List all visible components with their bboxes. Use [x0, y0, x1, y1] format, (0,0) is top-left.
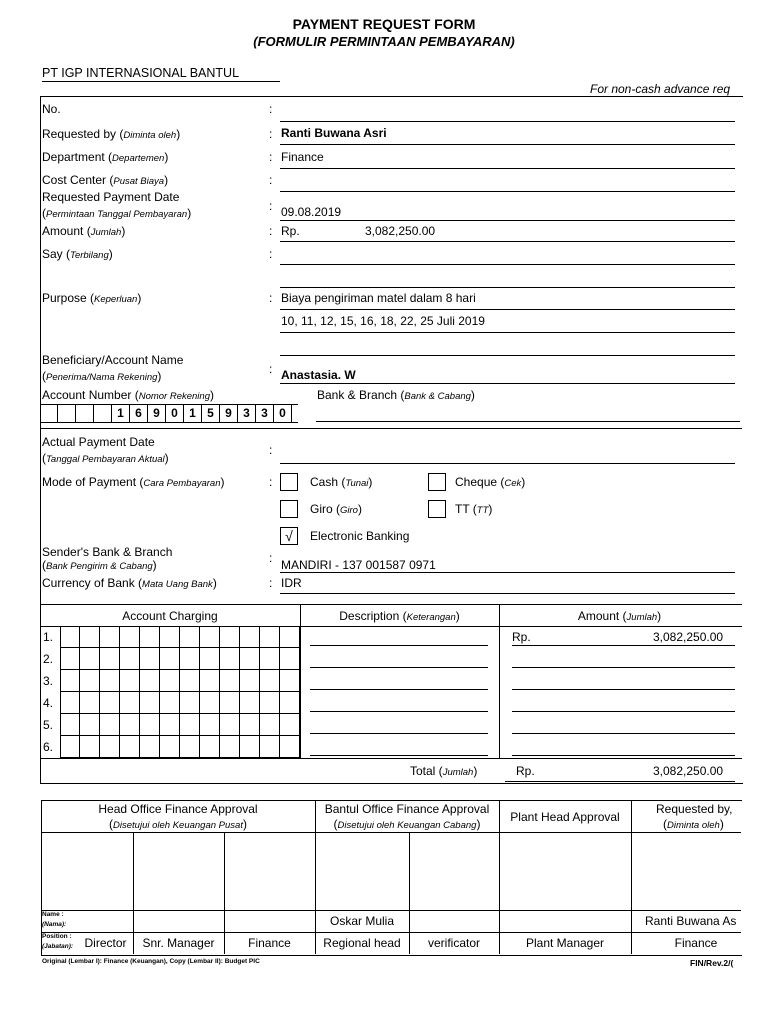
- colon: :: [269, 247, 273, 261]
- account-charging-cell[interactable]: [160, 736, 180, 758]
- account-digit-box[interactable]: [58, 405, 76, 422]
- account-charging-cell[interactable]: [160, 648, 180, 670]
- colon: :: [269, 102, 273, 116]
- account-charging-cell[interactable]: [140, 736, 160, 758]
- sender-bank-value[interactable]: MANDIRI - 137 001587 0971: [281, 558, 436, 572]
- charging-bottom-line: [40, 758, 742, 759]
- colon: :: [269, 224, 273, 238]
- account-charging-cell[interactable]: [240, 670, 260, 692]
- cash-checkbox[interactable]: [280, 473, 298, 491]
- account-charging-cell[interactable]: [220, 714, 240, 736]
- account-charging-cell[interactable]: [240, 626, 260, 648]
- amount-line[interactable]: [512, 755, 735, 756]
- cost-center-sub: Pusat Biaya: [113, 176, 165, 187]
- giro-label: Giro (Giro): [310, 502, 362, 516]
- total-currency: Rp.: [516, 764, 535, 778]
- position-finance-req: Finance: [674, 936, 718, 950]
- amount-value[interactable]: 3,082,250.00: [365, 224, 436, 238]
- account-charging-cell[interactable]: [120, 626, 140, 648]
- account-charging-cell[interactable]: [60, 714, 80, 736]
- total-amount: 3,082,250.00: [653, 764, 724, 778]
- sender-bank-sub-text: Bank Pengirim & Cabang: [46, 561, 153, 572]
- ebanking-label: Electronic Banking: [310, 529, 410, 543]
- account-digit-box[interactable]: [76, 405, 94, 422]
- purpose-line2[interactable]: 10, 11, 12, 15, 16, 18, 22, 25 Juli 2019: [281, 314, 485, 328]
- account-digit-box[interactable]: 1: [112, 405, 130, 422]
- currency-label-text: Currency of Bank (: [42, 576, 143, 590]
- total-underline: [505, 781, 735, 782]
- account-charging-cell[interactable]: [140, 648, 160, 670]
- amount-line[interactable]: [512, 733, 735, 734]
- req-date-value[interactable]: 09.08.2019: [281, 205, 342, 219]
- mode-label-text: Mode of Payment (: [42, 475, 144, 489]
- tt-label: TT (TT): [455, 502, 493, 516]
- account-charging-cell[interactable]: [200, 626, 220, 648]
- bo-approval-header: Bantul Office Finance Approval: [324, 802, 490, 816]
- description-sub: Keterangan: [406, 612, 456, 623]
- approval-position-line: [41, 932, 741, 933]
- bo-approval-sub-text: Disetujui oleh Keuangan Cabang: [337, 820, 477, 831]
- account-no-label: Account Number (Nomor Rekening): [42, 388, 214, 402]
- purpose-line1[interactable]: Biaya pengiriman matel dalam 8 hari: [281, 291, 476, 305]
- amount-header-sub: Jumlah: [626, 612, 658, 623]
- beneficiary-sub: (Penerima/Nama Rekening): [42, 369, 162, 383]
- account-charging-cell[interactable]: [100, 714, 120, 736]
- charging-col-divider-1: [300, 604, 301, 758]
- charging-row-number: 5.: [43, 718, 54, 732]
- beneficiary-label: Beneficiary/Account Name: [42, 353, 184, 367]
- account-charging-cell[interactable]: [220, 670, 240, 692]
- requested-by-value[interactable]: Ranti Buwana Asri: [281, 126, 387, 140]
- cash-sub: Tunai: [345, 478, 369, 489]
- name-label: Name :: [42, 911, 64, 918]
- colon: :: [269, 199, 273, 213]
- colon: :: [269, 127, 273, 141]
- bank-branch-line[interactable]: [316, 421, 740, 422]
- actual-date-label: Actual Payment Date: [42, 435, 155, 449]
- mode-sub: Cara Pembayaran: [143, 478, 221, 489]
- account-digit-box[interactable]: 9: [220, 405, 238, 422]
- account-charging-cell[interactable]: [80, 626, 100, 648]
- ebanking-checkbox[interactable]: √: [280, 527, 298, 545]
- colon: :: [269, 551, 273, 565]
- description-line[interactable]: [310, 689, 488, 690]
- account-charging-cell[interactable]: [60, 670, 80, 692]
- account-charging-cell[interactable]: [240, 714, 260, 736]
- position-finance-ho: Finance: [248, 936, 291, 950]
- account-charging-cell[interactable]: [200, 648, 220, 670]
- company-underline: [42, 81, 280, 82]
- colon: :: [269, 150, 273, 164]
- amount-currency: Rp.: [281, 224, 300, 238]
- account-charging-cell[interactable]: [160, 670, 180, 692]
- bo-approval-sub: (Disetujui oleh Keuangan Cabang): [333, 817, 481, 831]
- position-plant-manager: Plant Manager: [525, 936, 605, 950]
- sender-bank-label: Sender's Bank & Branch: [42, 545, 173, 559]
- ho-approval-header: Head Office Finance Approval: [98, 802, 258, 816]
- amount-line[interactable]: [512, 711, 735, 712]
- ho-approval-sub: (Disetujui oleh Keuangan Pusat): [109, 817, 247, 831]
- purpose-underline-3: [280, 355, 735, 356]
- account-charging-cell[interactable]: [180, 670, 200, 692]
- account-charging-cell[interactable]: [180, 648, 200, 670]
- charging-divider: [40, 604, 742, 605]
- account-charging-cell[interactable]: [60, 648, 80, 670]
- actual-date-sub-text: Tanggal Pembayaran Aktual: [46, 454, 165, 465]
- sender-bank-line: [280, 572, 735, 573]
- giro-sub: Giro: [340, 505, 358, 516]
- account-no-sub: Nomor Rekening: [138, 391, 210, 402]
- account-charging-cell[interactable]: [180, 714, 200, 736]
- form-subtitle: (FORMULIR PERMINTAAN PEMBAYARAN): [253, 34, 515, 49]
- account-charging-cell[interactable]: [80, 736, 100, 758]
- account-charging-cell[interactable]: [180, 626, 200, 648]
- amount-header-text: Amount (: [577, 609, 627, 623]
- no-line[interactable]: [280, 121, 735, 122]
- account-charging-cell[interactable]: [60, 736, 80, 758]
- account-charging-cell[interactable]: [240, 648, 260, 670]
- row1-currency: Rp.: [512, 630, 531, 644]
- form-title: PAYMENT REQUEST FORM: [292, 16, 476, 32]
- purpose-underline-2: [280, 332, 735, 333]
- currency-sub: Mata Uang Bank: [142, 579, 213, 590]
- approval-header-line: [41, 832, 741, 833]
- charging-row-number: 2.: [43, 652, 54, 666]
- colon: :: [269, 291, 273, 305]
- account-charging-cell[interactable]: [120, 670, 140, 692]
- total-sub: Jumlah: [442, 767, 474, 778]
- cost-center-label: Cost Center (Pusat Biaya): [42, 173, 169, 187]
- colon: :: [269, 362, 273, 376]
- account-charging-cell[interactable]: [140, 692, 160, 714]
- charging-row-number: 6.: [43, 740, 54, 754]
- amount-line: [280, 241, 735, 242]
- position-verificator: verificator: [427, 936, 480, 950]
- charging-col-divider-2: [499, 604, 500, 758]
- requested-by-line: [280, 144, 735, 145]
- position-snr-manager: Snr. Manager: [142, 936, 215, 950]
- footer-copies-note: Original (Lembar I): Finance (Keuangan), Copy (Lembar II): Budget PIC: [42, 958, 260, 965]
- account-charging-cell[interactable]: [220, 648, 240, 670]
- giro-label-text: Giro (: [310, 502, 340, 516]
- account-charging-cell[interactable]: [100, 648, 120, 670]
- requested-by-sub: Diminta oleh: [123, 130, 177, 141]
- actual-date-sub: (Tanggal Pembayaran Aktual): [42, 451, 169, 465]
- account-charging-cell[interactable]: [260, 626, 280, 648]
- account-charging-cell[interactable]: [60, 626, 80, 648]
- mode-label: Mode of Payment (Cara Pembayaran): [42, 475, 225, 489]
- bank-branch-sub: Bank & Cabang: [404, 391, 471, 402]
- form-note: For non-cash advance req: [590, 82, 731, 96]
- beneficiary-line: [280, 383, 735, 384]
- position-director: Director: [84, 936, 127, 950]
- purpose-sub: Keperluan: [94, 294, 138, 305]
- account-charging-cell[interactable]: [100, 626, 120, 648]
- position-regional-head: Regional head: [323, 936, 401, 950]
- account-charging-cell[interactable]: [180, 736, 200, 758]
- account-charging-cell[interactable]: [260, 648, 280, 670]
- total-label-text: Total (: [410, 764, 443, 778]
- account-charging-cell[interactable]: [160, 714, 180, 736]
- account-charging-cell[interactable]: [240, 692, 260, 714]
- amount-line[interactable]: [512, 689, 735, 690]
- tt-sub: TT: [476, 505, 489, 516]
- account-charging-cell[interactable]: [140, 670, 160, 692]
- account-charging-cell[interactable]: [280, 670, 300, 692]
- account-charging-cell[interactable]: [280, 736, 300, 758]
- colon: :: [269, 576, 273, 590]
- account-charging-cell[interactable]: [80, 648, 100, 670]
- bank-branch-label: Bank & Branch (Bank & Cabang): [317, 388, 475, 402]
- description-header: Description (Keterangan): [339, 609, 460, 623]
- bank-branch-label-text: Bank & Branch (: [317, 388, 405, 402]
- say-sub: Terbilang: [70, 250, 109, 261]
- purpose-label-text: Purpose (: [42, 291, 95, 305]
- requester-name: Ranti Buwana As: [645, 914, 737, 928]
- account-digit-box[interactable]: 3: [238, 405, 256, 422]
- description-line[interactable]: [310, 645, 488, 646]
- account-digit-box[interactable]: 0: [166, 405, 184, 422]
- account-digit-box[interactable]: 5: [202, 405, 220, 422]
- requested-by-header: Requested by,: [656, 802, 733, 816]
- account-charging-cell[interactable]: [240, 736, 260, 758]
- account-no-label-text: Account Number (: [42, 388, 139, 402]
- amount-sub: Jumlah: [90, 227, 122, 238]
- say-line-2[interactable]: [280, 287, 735, 288]
- account-charging-cell[interactable]: [80, 692, 100, 714]
- account-charging-cell[interactable]: [80, 714, 100, 736]
- account-charging-cell[interactable]: [260, 670, 280, 692]
- account-charging-cell[interactable]: [180, 692, 200, 714]
- colon: :: [269, 475, 273, 489]
- amount-label-text: Amount (: [42, 224, 91, 238]
- account-charging-cell[interactable]: [280, 626, 300, 648]
- no-label: No.: [42, 102, 61, 116]
- account-charging-cell[interactable]: [100, 736, 120, 758]
- account-charging-cell[interactable]: [200, 736, 220, 758]
- account-charging-cell[interactable]: [260, 692, 280, 714]
- account-charging-cell[interactable]: [100, 692, 120, 714]
- req-date-label: Requested Payment Date: [42, 190, 180, 204]
- beneficiary-sub-text: Penerima/Nama Rekening: [46, 372, 158, 383]
- department-sub: Departemen: [112, 153, 165, 164]
- account-charging-header: Account Charging: [122, 609, 218, 623]
- account-charging-cell[interactable]: [120, 692, 140, 714]
- account-charging-cell[interactable]: [60, 692, 80, 714]
- department-line: [280, 168, 735, 169]
- account-charging-cell[interactable]: [160, 626, 180, 648]
- account-charging-cell[interactable]: [260, 736, 280, 758]
- account-charging-cell[interactable]: [260, 714, 280, 736]
- account-charging-cell[interactable]: [120, 648, 140, 670]
- colon: :: [269, 443, 273, 457]
- colon: :: [269, 173, 273, 187]
- account-charging-cell[interactable]: [220, 626, 240, 648]
- req-date-sub: (Permintaan Tanggal Pembayaran): [42, 206, 192, 220]
- account-digit-box[interactable]: [40, 405, 58, 422]
- requested-by-label-text: Requested by (: [42, 127, 124, 141]
- account-charging-cell[interactable]: [220, 692, 240, 714]
- row1-amount[interactable]: 3,082,250.00: [653, 630, 724, 644]
- ho-approval-sub-text: Disetujui oleh Keuangan Pusat: [113, 820, 243, 831]
- account-digit-box[interactable]: 1: [184, 405, 202, 422]
- description-header-text: Description (: [339, 609, 407, 623]
- description-line[interactable]: [310, 755, 488, 756]
- account-digit-box[interactable]: 6: [130, 405, 148, 422]
- account-charging-cell[interactable]: [280, 714, 300, 736]
- amount-label: Amount (Jumlah): [42, 224, 126, 238]
- account-digit-box[interactable]: 9: [148, 405, 166, 422]
- giro-checkbox[interactable]: [280, 500, 298, 518]
- bo-approver-name: Oskar Mulia: [329, 914, 394, 928]
- account-charging-cell[interactable]: [200, 670, 220, 692]
- approval-col-6: [631, 800, 632, 954]
- account-charging-cell[interactable]: [280, 692, 300, 714]
- charging-row-number: 4.: [43, 696, 54, 710]
- account-digit-box[interactable]: [94, 405, 112, 422]
- currency-label: Currency of Bank (Mata Uang Bank): [42, 576, 217, 590]
- req-date-sub-text: Permintaan Tanggal Pembayaran: [46, 209, 188, 220]
- requested-by-label: Requested by (Diminta oleh): [42, 127, 181, 141]
- say-label-text: Say (: [42, 247, 71, 261]
- cheque-label-text: Cheque (: [455, 475, 505, 489]
- account-charging-cell[interactable]: [120, 714, 140, 736]
- tt-label-text: TT (: [455, 502, 477, 516]
- approval-name-line: [41, 910, 741, 911]
- beneficiary-value[interactable]: Anastasia. W: [281, 368, 356, 382]
- req-date-line: [280, 220, 735, 221]
- description-line[interactable]: [310, 733, 488, 734]
- description-line[interactable]: [310, 711, 488, 712]
- account-digit-box[interactable]: 3: [256, 405, 274, 422]
- footer-revision: FIN/Rev.2/(: [690, 958, 734, 968]
- department-value[interactable]: Finance: [281, 150, 324, 164]
- position-label: Position :: [42, 933, 72, 940]
- currency-value[interactable]: IDR: [281, 576, 302, 590]
- account-charging-cell[interactable]: [280, 648, 300, 670]
- actual-date-line[interactable]: [280, 463, 735, 464]
- description-line[interactable]: [310, 667, 488, 668]
- position-sub: (Jabatan):: [42, 943, 74, 950]
- currency-line: [280, 593, 735, 594]
- say-line-1[interactable]: [280, 264, 735, 265]
- cheque-label: Cheque (Cek): [455, 475, 526, 489]
- account-digit-box[interactable]: 0: [274, 405, 292, 422]
- section-divider: [40, 428, 742, 429]
- cash-label: Cash (Tunai): [310, 475, 373, 489]
- requested-by-sub-header: (Diminta oleh): [663, 817, 724, 831]
- account-charging-cell[interactable]: [200, 692, 220, 714]
- department-label-text: Department (: [42, 150, 113, 164]
- amount-header: Amount (Jumlah): [577, 609, 662, 623]
- account-charging-cell[interactable]: [140, 714, 160, 736]
- plant-approval-header: Plant Head Approval: [510, 810, 620, 824]
- account-charging-cell[interactable]: [140, 626, 160, 648]
- cost-center-line[interactable]: [280, 191, 735, 192]
- tt-checkbox[interactable]: [428, 500, 446, 518]
- sender-bank-sub: (Bank Pengirim & Cabang): [42, 558, 157, 572]
- say-label: Say (Terbilang): [42, 247, 113, 261]
- purpose-label: Purpose (Keperluan): [42, 291, 142, 305]
- company-name: PT IGP INTERNASIONAL BANTUL: [42, 66, 240, 80]
- requested-by-sub-header-text: Diminta oleh: [667, 820, 720, 831]
- department-label: Department (Departemen): [42, 150, 169, 164]
- account-charging-cell[interactable]: [120, 736, 140, 758]
- cheque-checkbox[interactable]: [428, 473, 446, 491]
- account-charging-cell[interactable]: [160, 692, 180, 714]
- account-charging-cell[interactable]: [100, 670, 120, 692]
- name-sub: (Nama):: [42, 921, 67, 928]
- total-label: Total (Jumlah): [410, 764, 478, 778]
- amount-line[interactable]: [512, 667, 735, 668]
- charging-row-number: 1.: [43, 630, 54, 644]
- cheque-sub: Cek: [504, 478, 522, 489]
- account-charging-cell[interactable]: [200, 714, 220, 736]
- cost-center-label-text: Cost Center (: [42, 173, 114, 187]
- charging-row-number: 3.: [43, 674, 54, 688]
- account-charging-cell[interactable]: [220, 736, 240, 758]
- account-charging-cell[interactable]: [80, 670, 100, 692]
- purpose-underline-1: [280, 309, 735, 310]
- cash-label-text: Cash (: [310, 475, 346, 489]
- amount-line[interactable]: [512, 645, 735, 646]
